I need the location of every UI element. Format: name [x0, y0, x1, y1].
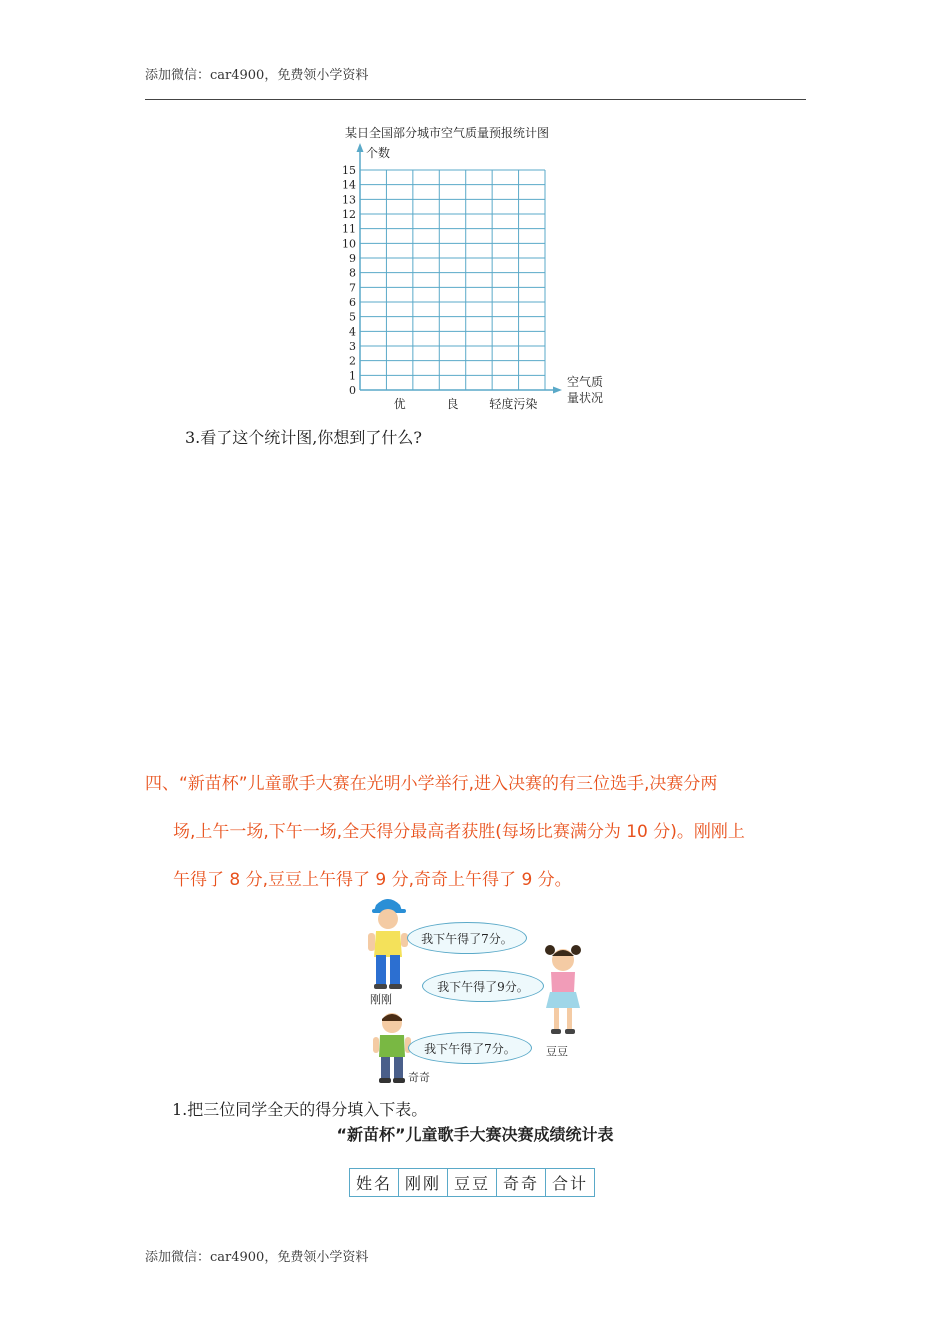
speech-bubble-qiqi: 我下午得了7分。 [408, 1032, 532, 1064]
y-tick-label: 15 [342, 164, 356, 177]
chart-grid [360, 170, 545, 390]
y-tick-label: 9 [349, 252, 356, 265]
y-tick-label: 13 [342, 193, 356, 207]
air-quality-chart [330, 140, 620, 415]
score-table-header-cell: 合计 [546, 1169, 595, 1197]
girl-doudou-illustration [538, 940, 588, 1040]
chart-axes [357, 143, 604, 405]
y-tick-label: 11 [342, 222, 356, 236]
y-tick-label: 4 [349, 325, 356, 339]
y-tick-label: 1 [349, 369, 356, 383]
score-table [349, 1168, 595, 1197]
y-tick-label: 12 [342, 208, 356, 221]
y-tick-label: 2 [349, 354, 356, 368]
boy-ganggang-illustration [364, 895, 412, 995]
y-axis-label: 个数 [366, 146, 391, 160]
x-tick-label: 良 [446, 397, 459, 411]
y-tick-label: 10 [342, 237, 356, 251]
name-label-ganggang: 刚刚 [370, 993, 392, 1006]
x-axis-arrow [553, 387, 562, 394]
score-table-header-cell: 豆豆 [448, 1169, 497, 1197]
score-table-header-cell: 姓名 [350, 1169, 399, 1197]
y-tick-labels [342, 164, 356, 397]
y-tick-label: 14 [342, 178, 356, 192]
score-table-title: “新苗杯”儿童歌手大赛决赛成绩统计表 [336, 1125, 614, 1144]
chart-title: 某日全国部分城市空气质量预报统计图 [345, 126, 550, 140]
x-axis-label: 空气质 [567, 375, 604, 389]
footer-text: 添加微信：car4900，免费领小学资料 [145, 1250, 369, 1265]
question-1: 1.把三位同学全天的得分填入下表。 [172, 1100, 428, 1119]
speech-bubble-doudou: 我下午得了9分。 [422, 970, 544, 1002]
x-tick-labels [394, 396, 538, 411]
y-tick-label: 6 [349, 296, 356, 309]
header-text: 添加微信：car4900，免费领小学资料 [145, 68, 369, 83]
x-tick-label: 轻度污染 [489, 397, 538, 411]
score-table-header-cell: 奇奇 [497, 1169, 546, 1197]
y-tick-label: 3 [349, 340, 356, 353]
section-4-text [145, 760, 810, 904]
score-table-header-cell: 刚刚 [399, 1169, 448, 1197]
section-4-line-3: 午得了 8 分,豆豆上午得了 9 分,奇奇上午得了 9 分。 [173, 870, 572, 890]
header-divider [145, 99, 806, 100]
x-tick-label: 优 [393, 397, 406, 411]
y-tick-label: 5 [349, 310, 356, 324]
y-tick-label: 7 [349, 281, 356, 295]
y-tick-label: 0 [349, 384, 356, 397]
section-4-line-1: 四、“新苗杯”儿童歌手大赛在光明小学举行,进入决赛的有三位选手,决赛分两 [145, 774, 718, 794]
speech-bubble-ganggang: 我下午得了7分。 [407, 922, 527, 954]
question-3: 3.看了这个统计图,你想到了什么? [185, 428, 422, 447]
section-4-line-2: 场,上午一场,下午一场,全天得分最高者获胜(每场比赛满分为 10 分)。刚刚上 [173, 822, 745, 842]
illustration-scene [360, 895, 600, 1090]
x-axis-label: 量状况 [567, 391, 604, 405]
y-tick-label: 8 [349, 266, 356, 280]
y-axis-arrow [357, 143, 364, 152]
name-label-doudou: 豆豆 [546, 1045, 568, 1058]
name-label-qiqi: 奇奇 [408, 1071, 430, 1084]
score-table-header-row [350, 1169, 595, 1197]
